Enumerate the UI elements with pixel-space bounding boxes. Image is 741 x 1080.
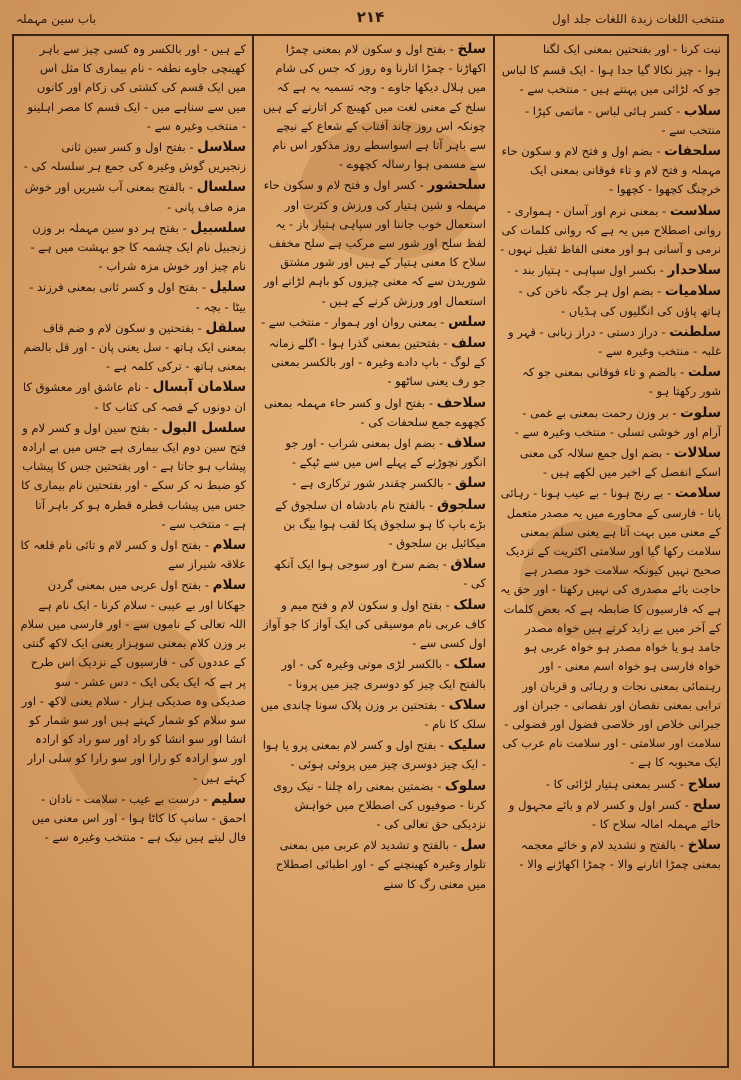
headword: سلیم xyxy=(211,790,246,807)
headword: سلک xyxy=(453,596,486,613)
headword: سلطنت xyxy=(669,323,721,340)
definition-text: - دراز دستی - دراز زبانی - قہر و غلبہ - منتخب وغیرہ سے - xyxy=(508,324,721,359)
dictionary-entry xyxy=(500,40,721,59)
dictionary-entry xyxy=(260,555,486,593)
dictionary-entry xyxy=(20,790,246,848)
dictionary-entry xyxy=(260,696,486,734)
dictionary-entry xyxy=(260,496,486,554)
dictionary-entry xyxy=(20,319,246,377)
definition-text: - کسر ہائی لباس - ماتمی کپڑا - منتخب سے - xyxy=(525,103,721,137)
dictionary-entry xyxy=(260,596,486,654)
definition-text: - نام عاشق اور معشوق کا ان دونوں کے قصہ کی کتاب کا - xyxy=(22,380,246,414)
headword: سلقل xyxy=(205,319,246,336)
definition-text: - بفتح اول و کسر لام و تائی نام قلعہ کا علاقہ شیراز سے xyxy=(20,538,246,572)
headword: سلاست xyxy=(669,202,721,219)
dictionary-entry xyxy=(500,202,721,260)
headword: سلاحف xyxy=(436,394,486,411)
headword: سلق xyxy=(455,475,486,492)
headword: سلوت xyxy=(680,404,721,421)
dictionary-entry xyxy=(20,536,246,574)
headword: سلوک xyxy=(444,777,486,794)
definition-text: - کسر بمعنی ہتیار لڑائی کا - xyxy=(545,776,685,791)
definition-text: ہوا - چیز نکالا گیا جدا ہوا - ایک قسم کا لباس جو کہ لڑائی میں پہنتے ہیں - منتخب سے - xyxy=(501,63,721,97)
dictionary-entry xyxy=(20,419,246,534)
column-left xyxy=(14,36,252,1066)
definition-text: - بالفتح بمعنی آب شیریں اور خوش مزہ صاف پانی - xyxy=(24,180,246,214)
column-right xyxy=(494,36,727,1066)
definition-text: - بضم اول جمع سلالہ کی معنی اسکے انفصل کے اخیر میں لکھے ہیں - xyxy=(519,446,721,480)
page-number: ۲۱۴ xyxy=(356,8,385,26)
headword: سلحفات xyxy=(664,143,721,160)
definition-text: - بمعنی نرم اور آسان - ہمواری - روانی اصطلاح میں یہ ہے کہ روانی کلمات کی نرمی و آسانی ہو اور معنی الفاظ ثقیل نہوں - xyxy=(500,203,721,257)
dictionary-entry xyxy=(500,282,721,320)
headword: سل xyxy=(460,837,486,854)
dictionary-entry xyxy=(500,404,721,442)
headword: سلاحدار xyxy=(667,262,721,279)
definition-text: - بفتح اول و کسر سین ثانی زنجیریں گوش وغیرہ کی جمع ہر سلسلہ کی - xyxy=(23,140,246,174)
definition-text: - بضمتین بمعنی راہ چلنا - نیک روی کرنا - صوفیوں کی اصطلاح میں خواہش نزدیکی حق تعالی کی - xyxy=(272,778,486,831)
dictionary-entry xyxy=(260,394,486,432)
definition-text: - بفتح اول و کسر ثانی بمعنی فرزند - بیٹا - بچہ - xyxy=(29,280,246,314)
dictionary-entry xyxy=(260,836,486,894)
definition-text: - بر وزن رحمت بمعنی بے غمی - آرام اور خوشی تسلی - منتخب وغیرہ سے - xyxy=(514,405,721,439)
headword: سلف xyxy=(451,335,486,352)
definition-text: - بفتحتین بمعنی گذرا ہوا - اگلے زمانہ کے لوگ - باپ دادے وغیرہ - اور بالکسر بمعنی جو رف یعنی ساٹھو - xyxy=(269,336,486,389)
dictionary-entry xyxy=(20,178,246,216)
headword: سلح xyxy=(692,796,721,813)
definition-text: - بضم اول و فتح لام و سکون حاء مہملہ و فتح لام و تاء فوقانی بمعنی ایک خرچنگ کچھوا - کچھوا - xyxy=(501,144,721,197)
headword: سلام xyxy=(212,537,246,554)
definition-text: - بضم اول بمعنی شراب - اور جو انگور نچوڑنے کے پہلے اس میں سے ٹپکے - xyxy=(285,436,486,470)
dictionary-entry xyxy=(260,40,486,174)
definition-text: - بضم اول ہر جگہ ناخن کی - ہاتھ پاؤں کی انگلیوں کی ہڈیاں - xyxy=(518,284,721,318)
dictionary-entry xyxy=(260,777,486,835)
running-title: منتخب اللغات زبدة اللغات جلد اول xyxy=(552,12,725,26)
dictionary-entry xyxy=(260,176,486,310)
headword: سلامان آبسال xyxy=(152,379,246,396)
dictionary-entry xyxy=(260,313,486,332)
dictionary-entry xyxy=(260,334,486,392)
definition-text: - بالفتح و تشدید لام و خائے معجمہ بمعنی چمڑا اتارنے والا - چمڑا اکھاڑنے والا - xyxy=(519,838,721,872)
dictionary-entry xyxy=(260,474,486,493)
definition-text: - بے رنج ہونا - بے عیب ہونا - رہائی پانا - فارسی کے محاورے میں یہ مصدر متعمل کے معنی میں بہت آتا ہے یعنی سلم بمعنی سلامت رکھا گیا اور سلامتی اکثریت کے نزدیک صحیح نہیں کیونکہ سلامت خود مصدر ہے حاجت یائے مصدری کی نہیں رکھتا - اور حق یہ ہے کہ فارسیوں کا ضابطہ ہے کہ بعض کلمات کے آخر میں یے زاید کرتے ہیں خواہ مصدر جامد ہو یا خواہ مصدر ہو خواہ عربی ہو خواہ فارسی ہو خواہ اسم معنی - اور رہنمائی بمعنی نجات و رہائی و قربان اور ترابی بمعنی نقصان اور نقصانی - جبران اور جبرانی خلاص اور خلاصی فضول اور فضولی - سلامت اور سلامتی - اور سلامت نام عرب کی ایک محبوبہ کا ہے - xyxy=(500,486,721,770)
headword: سلیل xyxy=(209,279,246,296)
definition-text: - بفتح اول و کسر حاء مہملہ بمعنی کچھوے جمع سلحفات کی - xyxy=(264,395,486,429)
definition-text: - درست بے عیب - سلامت - نادان - احمق - سانپ کا کاٹا ہوا - اور اس معنی میں فال لیتے ہیں نیک ہے - منتخب وغیرہ سے - xyxy=(31,791,246,845)
headword: سلاق xyxy=(450,556,486,573)
dictionary-entry xyxy=(500,142,721,200)
definition-text: - بالفتح نام بادشاہ ان سلجوق کے بڑے باپ کا ہو سلجوق پکا لقب ہوا بیگ بن میکائیل بن سلجوق - xyxy=(275,497,486,551)
definition-text: نیت کرنا - اور بفتحتین بمعنی ایک لگنا xyxy=(542,42,721,56)
headword: سلاف xyxy=(446,435,486,452)
dictionary-entry xyxy=(500,323,721,361)
dictionary-entry xyxy=(500,444,721,482)
headword: سلخ xyxy=(457,41,486,57)
column-middle xyxy=(254,36,492,1066)
definition-text: - بفتحتین بر وزن پلاک سونا چاندی میں سلک کا نام - xyxy=(260,697,486,731)
headword: سلاح xyxy=(687,775,721,792)
headword: سلحشور xyxy=(427,177,486,194)
page-header xyxy=(10,6,731,32)
dictionary-entry xyxy=(500,836,721,874)
headword: سلالات xyxy=(673,445,721,462)
definition-text: - بمعنی روان اور ہموار - منتخب سے - xyxy=(261,314,445,329)
dictionary-entry xyxy=(500,61,721,99)
section-title: باب سین مہملہ xyxy=(16,12,97,26)
dictionary-entry xyxy=(20,40,246,136)
headword: سلت xyxy=(687,364,721,381)
dictionary-entry xyxy=(260,434,486,472)
dictionary-entry xyxy=(500,775,721,794)
definition-text: - بکسر اول سپاہی - ہتیار بند - xyxy=(514,263,664,278)
headword: سلک xyxy=(453,656,486,673)
definition-text: - بالکسر چقندر شور ترکاری ہے - xyxy=(292,476,452,491)
definition-text: - بفتح اول عربی میں بمعنی گردن جھکانا اور بے عیبی - سلام کرنا - ایک نام ہے اللہ تعالی کے ناموں سے - اور فارسی میں سلام بر وزن کلام بمعنی سوہزار یعنی ایک لاکھ گنتی کے عددوں کی - فارسیوں کے نزدیک اس طرح پر ہے کہ ایک یکی ایک - دس عشر - سو صدیکی وہ صدیکی ہزار - سلام یعنی لاکھ - اور سو سلام کو شمار کہتے ہیں اور سو شمار کو انشا اور سو انشا کو راد اور سو راد کو ارادہ اور سو ارادہ کو رارا اور سو رارا کو سلی ارار کہتے ہیں - xyxy=(20,578,246,785)
definition-text: - کسر اول و فتح لام و سکون حاء مہملہ و شین ہتیار کی ورزش و کثرت اور استعمال خوب جاننا اور سپاہی ہتیار باز - یہ لفظ سلح اور شور سے مرکب ہے سلح مخفف سلاح کا معنی ہتیار کے ہیں اور شور مشتق شوریدن سے کہ معنی چیزوں کو باہم لڑانے اور استعمال اور ورزش کرنے کے ہیں - xyxy=(263,178,486,308)
definition-text: - بفتح سین اول و کسر لام و فتح سین دوم ایک بیماری ہے جس میں بے ارادہ پیشاب ہو جاتا ہے - اور بفتحتین جس کا پیشاب کو ضبط نہ کر سکے - اور بفتحتین نام بیماری کا جس میں پیشاب قطرہ قطرہ ہو کر باہر آتا ہے - منتخب سے - xyxy=(21,420,246,531)
dictionary-entry xyxy=(20,138,246,176)
dictionary-entry xyxy=(260,736,486,774)
headword: سلاسل xyxy=(197,139,246,156)
definition-text: - کسر اول و کسر لام و بائے مجہول و حائے مہملہ امالہ سلاح کا - xyxy=(508,797,721,831)
definition-text: - بالفتح و تشدید لام عربی میں بمعنی تلوار وغیرہ کھینچنے کے - اور اطبائی اصطلاح میں معنی رگ کا سنے xyxy=(275,838,486,891)
definition-text: کے ہیں - اور بالکسر وہ کسی چیز سے باہر کھینچی جاوے نطفہ - نام بیماری کا مثل اس میں ایک قسم کی کشتی کی زکام اور کانوں میں سے سناہے میں - ایک قسم کا مصر اہلینو - منتخب وغیرہ سے - xyxy=(27,42,246,133)
dictionary-entry xyxy=(20,576,246,787)
definition-text: - بفتح ہر دو سین مہملہ بر وزن زنجبیل نام ایک چشمہ کا جو بہشت میں ہے - نام چیز اور خوش مزہ شراب - xyxy=(30,220,246,274)
dictionary-entry xyxy=(20,278,246,316)
headword: سلامت xyxy=(674,485,721,502)
definition-text: - بفتح اول و سکون لام بمعنی چمڑا اکھاڑنا - چمڑا اتارنا وہ روز کہ جس کی شام میں ہلال دیکھا جاوے - وجہ تسمیہ یہ ہے کہ سلخ کے معنی لغت میں کھینچ کر اتارنے کے ہیں چونکہ اس روز چاند آفتاب کے شعاع کے نیچے سے باہر آتا ہے اسواسطے روز مذکور اس نام سے مسمی ہوا رسالہ کچھوے - xyxy=(263,42,486,172)
headword: سلامیات xyxy=(664,283,721,300)
dictionary-entry xyxy=(500,363,721,401)
definition-text: - بفتح اول و کسر لام بمعنی پرو یا ہوا - ایک چیز دوسری چیز میں پروئی ہوئی - xyxy=(262,738,486,772)
headword: سلسبیل xyxy=(190,219,246,236)
headword: سلیک xyxy=(447,737,486,754)
definition-text: - بالکسر لڑی موتی وغیرہ کی - اور بالفتح ایک چیز کو دوسری چیز میں پرونا - xyxy=(281,657,486,691)
dictionary-entry xyxy=(500,796,721,834)
dictionary-entry xyxy=(260,655,486,693)
dictionary-entry xyxy=(500,102,721,140)
headword: سلاب xyxy=(683,102,721,119)
headword: سلجوق xyxy=(436,496,486,513)
definition-text: - بضم سرخ اور سوجی ہوا ایک آنکھ کی - xyxy=(273,557,486,591)
headword: سلاک xyxy=(448,696,486,713)
dictionary-entry xyxy=(20,219,246,277)
headword: سلسال xyxy=(196,179,246,196)
definition-text: - بفتح اول و سکون لام و فتح میم و کاف عربی نام موسیقی کی ایک آواز کا جو آواز اول کسی سے - xyxy=(263,597,486,651)
headword: سلام xyxy=(212,577,246,594)
dictionary-entry xyxy=(20,378,246,416)
headword: سلاخ xyxy=(687,837,721,854)
dictionary-entry xyxy=(500,261,721,280)
headword: سلس xyxy=(448,313,486,330)
definition-text: - بفتحتین و سکون لام و ضم قاف بمعنی ایک ہاتھ - سل یعنی پان - اور قل بالضم بمعنی ہاتھ - ترکی کلمہ ہے - xyxy=(23,320,246,374)
definition-text: - بالضم و تاء فوقانی بمعنی جو کہ شور رکھتا ہو - xyxy=(522,365,721,399)
dictionary-entry xyxy=(500,484,721,772)
headword: سلسل البول xyxy=(161,419,246,436)
